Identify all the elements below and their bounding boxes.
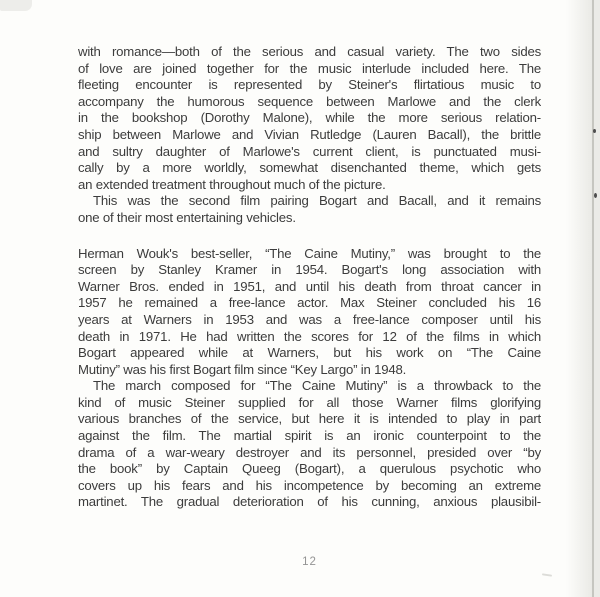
text-line: Bogart appeared while at Warners, but his work on “The Caine [78,345,541,361]
text-line: covers up his fears and his incompetence by becoming an extreme [78,477,541,493]
paragraph-2 [78,193,541,226]
text-line: with romance—both of the serious and casual variety. The two sides [78,44,541,59]
text-line: ship between Marlowe and Vivian Rutledge (Lauren Bacall), the brittle [78,126,541,142]
page-right-edge-shadow [566,0,592,597]
text-line: kind of music Steiner supplied for all those Warner films glorifying [78,394,541,410]
text-line: Herman Wouk's best-seller, “The Caine Mutiny,” was brought to the [78,245,541,261]
text-line: Mutiny” was his first Bogart film since “Key Largo” in 1948. [78,361,407,377]
scan-corner-smudge [0,0,32,11]
scan-speck [593,129,596,133]
text-line: of love are joined together for the music interlude included here. The [78,60,541,76]
paragraph-4 [78,378,541,511]
liner-notes-text [78,44,541,511]
scan-smudge [542,573,552,576]
text-line: years at Warners in 1953 and was a free-lance composer until his [78,311,541,327]
paragraph-1 [78,44,541,193]
text-line: various branches of the service, but here it is intended to play in part [78,411,541,427]
text-line: death in 1971. He had written the scores for 12 of the films in which [78,328,541,344]
text-line: and sultry daughter of Marlowe's current client, is punctuated musi- [78,143,541,159]
scan-speck [594,193,597,198]
paragraph-3 [78,246,541,379]
text-line: against the film. The martial spirit is an ironic counterpoint to the [78,428,541,444]
text-line: accompany the humorous sequence between Marlowe and the clerk [78,93,541,109]
text-line: in the bookshop (Dorothy Malone), while the more serious relation- [78,110,541,126]
text-line: 1957 he remained a free-lance actor. Max Steiner concluded his 16 [78,295,541,311]
text-line: an extended treatment throughout much of the picture. [78,176,386,192]
text-line: This was the second film pairing Bogart and Bacall, and it remains [93,193,541,209]
text-line: Warner Bros. ended in 1951, and until his death from throat cancer in [78,278,541,294]
text-line: one of their most entertaining vehicles. [78,209,296,225]
text-line: The march composed for “The Caine Mutiny” is a throwback to the [93,378,541,394]
text-line: martinet. The gradual deterioration of his cunning, anxious plausibil- [78,494,541,510]
scan-background-strip [594,0,600,597]
text-line: drama of a war-weary destroyer and its personnel, presided over “by [78,444,541,460]
page-number: 12 [302,556,317,568]
text-line: screen by Stanley Kramer in 1954. Bogart's long association with [78,262,541,278]
text-line: cally by a more worldly, somewhat disenchanted theme, which gets [78,160,541,176]
text-line: fleeting encounter is represented by Steiner's flirtatious music to [78,77,541,93]
text-line: the book” by Captain Queeg (Bogart), a querulous psychotic who [78,461,541,477]
